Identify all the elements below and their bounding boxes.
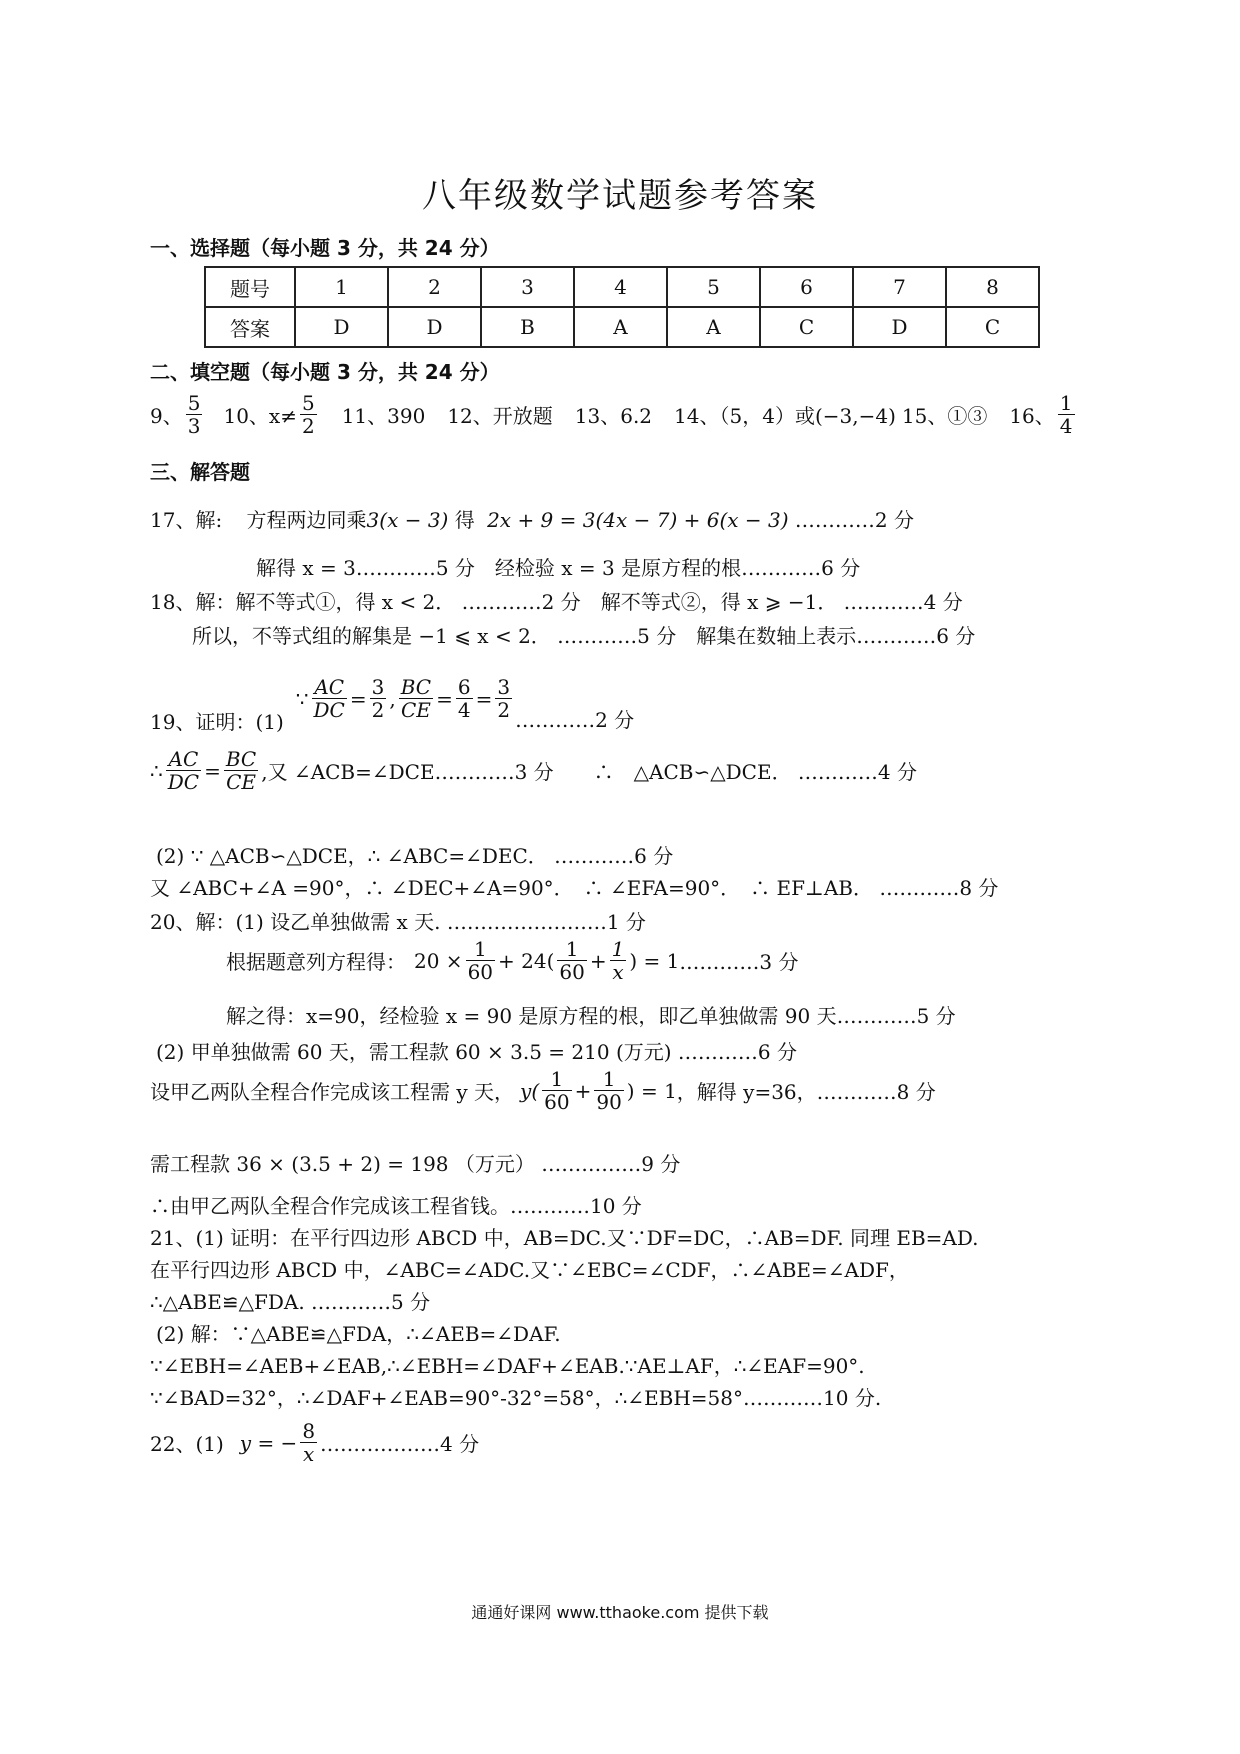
table-cell: B [481,307,574,347]
denominator: 60 [467,960,494,984]
q19-line-3: (2) ∵ △ACB∽△DCE，∴ ∠ABC=∠DEC． …………6 分 [156,844,674,868]
denominator: 3 [187,414,201,438]
numerator: 3 [497,675,511,699]
q20-line-5 [150,1068,936,1113]
q19-points: …………2 分 [515,708,635,732]
fraction [166,748,201,793]
table-cell: D [853,307,946,347]
numerator: 1 [611,937,625,961]
q20-line-4: (2) 甲单独做需 60 天，需工程款 60 × 3.5 = 210 (万元) …………6 分 [156,1040,797,1064]
fraction [466,938,495,983]
numerator: 1 [466,938,495,961]
numerator: 5 [301,391,315,415]
q19-line-2 [150,748,917,793]
q18-line-2: 所以，不等式组的解集是 −1 ⩽ x < 2． …………5 分 解集在数轴上表示…………6 分 [192,624,976,648]
q17-points: …………2 分 [794,508,915,532]
numerator: BC [225,747,257,771]
fill-q14: 14、（5，4）或(−3,−4) [674,404,896,428]
equals: = [475,686,493,711]
equals: = [204,758,221,783]
denominator: 2 [497,698,511,722]
table-cell: C [946,307,1039,347]
q21-line-2: 在平行四边形 ABCD 中，∠ABC=∠ADC.又∵∠EBC=∠CDF，∴∠ABE=∠ADF， [150,1258,909,1282]
q20-text: ，解得 y=36，…………8 分 [676,1080,936,1104]
fill-q12: 12、开放题 [447,404,553,428]
q21-line-5: ∵∠EBH=∠AEB+∠EAB,∴∠EBH=∠DAF+∠EAB.∵AE⊥AF，∴∠EAF=90°. [150,1354,865,1378]
q21-line-1: 21、(1) 证明：在平行四边形 ABCD 中，AB=DC.又∵DF=DC，∴AB=DF. 同理 EB=AD. [150,1226,979,1250]
denominator: DC [167,770,200,794]
fraction [456,676,473,721]
fraction [495,676,512,721]
q20-text: 设甲乙两队全程合作完成该工程需 y 天， [150,1080,515,1104]
numerator: 3 [371,675,385,699]
table-cell: D [388,307,481,347]
table-cell: 6 [760,267,853,307]
denominator: 90 [596,1090,622,1114]
q20-expr: + [574,1078,592,1103]
fill-q16: 16、 [1009,404,1055,428]
page-title: 八年级数学试题参考答案 [422,176,818,216]
table-cell: C [760,307,853,347]
denominator: 4 [457,698,471,722]
fraction [186,392,203,437]
q17-line-1 [150,504,914,533]
table-cell: 1 [295,267,388,307]
numerator: 1 [1059,391,1073,415]
fraction [594,1068,623,1113]
q20-text: 根据题意列方程得： [226,950,406,974]
denominator: x [303,1442,315,1466]
q17-line-2: 解得 x = 3…………5 分 经检验 x = 3 是原方程的根…………6 分 [256,556,861,580]
table-cell: A [667,307,760,347]
denominator: DC [313,698,345,722]
q20-expr: ) = 1 [626,1078,677,1103]
q22-expr: y = − [239,1430,298,1455]
fill-q13: 13、6.2 [574,404,653,428]
q19-because: ∵ [295,686,309,711]
equals: = [436,686,453,711]
numerator: 8 [302,1419,316,1443]
q20-expr: + [589,948,607,973]
q20-expr: + 24( [498,948,555,973]
q17-expr: 3(x − 3) [366,508,449,532]
q21-line-6: ∵∠BAD=32°，∴∠DAF+∠EAB=90°-32°=58°，∴∠EBH=58°…………10 分. [150,1386,882,1410]
q20-expr: 20 × [414,948,463,973]
section-choice-heading: 一、选择题（每小题 3 分，共 24 分） [150,236,500,260]
numerator: 5 [187,391,201,415]
table-cell: 7 [853,267,946,307]
denominator: x [612,960,624,984]
denominator: CE [400,698,431,722]
table-header-cell: 题号 [205,267,295,307]
table-cell: 3 [481,267,574,307]
fraction [542,1068,571,1113]
answer-table [204,266,1040,348]
q17-text: 方程两边同乘 [246,508,367,532]
numerator: 1 [542,1068,571,1091]
q20-line-1: 20、解：(1) 设乙单独做需 x 天. ……………………1 分 [150,910,646,934]
denominator: 4 [1059,414,1073,438]
fill-answers [150,392,1078,437]
fraction [224,748,258,793]
q20-expr: ) = 1 [629,948,680,973]
q20-line-2 [226,938,798,983]
numerator: BC [400,675,432,699]
q20-line-3: 解之得：x=90，经检验 x = 90 是原方程的根，即乙单独做需 90 天…………5 分 [226,1004,956,1028]
denominator: 2 [301,414,315,438]
fraction [399,676,433,721]
q19-text: ,又 ∠ACB=∠DCE…………3 分 ∴ △ACB∽△DCE． …………4 分 [261,760,918,784]
fill-q10: 10、x≠ [223,404,297,428]
page-footer: 通通好课网 www.tthaoke.com 提供下载 [471,1603,769,1622]
q17-label: 17、解: [150,508,223,532]
numerator: 1 [594,1068,623,1091]
fill-q11: 11、390 [341,404,426,428]
denominator: 60 [544,1090,570,1114]
q20-expr: y( [520,1078,540,1103]
q20-line-7: ∴由甲乙两队全程合作完成该工程省钱。…………10 分 [150,1194,642,1218]
section-fill-heading: 二、填空题（每小题 3 分，共 24 分） [150,360,500,384]
table-cell: 4 [574,267,667,307]
table-cell: 5 [667,267,760,307]
q19-line-4: 又 ∠ABC+∠A =90°，∴ ∠DEC+∠A=90°． ∴ ∠EFA=90°． ∴ EF⊥AB． …………8 分 [150,876,999,900]
numerator: AC [166,748,201,771]
q21-line-3: ∴△ABE≌△FDA. …………5 分 [150,1290,431,1314]
table-header-cell: 答案 [205,307,295,347]
comma: , [389,686,396,711]
equals: = [349,686,367,711]
q20-line-6: 需工程款 36 × (3.5 + 2) = 198 （万元） ……………9 分 [150,1152,681,1176]
fraction [610,938,627,983]
table-row [205,267,1039,307]
q22-label: 22、(1) [150,1432,224,1456]
fraction [1058,392,1075,437]
therefore: ∴ [150,758,163,783]
table-row [205,307,1039,347]
q20-points: …………3 分 [679,950,799,974]
table-cell: 8 [946,267,1039,307]
q19-line-1 [150,662,634,735]
fraction [300,392,317,437]
table-cell: 2 [388,267,481,307]
q17-text: 得 [454,508,475,532]
fraction [370,676,387,721]
q18-line-1: 18、解：解不等式①，得 x < 2． …………2 分 解不等式②，得 x ⩾ −1． …………4 分 [150,590,963,614]
denominator: CE [226,770,256,794]
table-cell: A [574,307,667,347]
fill-q15: 15、①③ [901,404,988,428]
numerator: 6 [457,675,471,699]
numerator: 1 [557,938,586,961]
q17-equation: 2x + 9 = 3(4x − 7) + 6(x − 3) [487,508,789,532]
fraction [300,1420,317,1465]
fraction [557,938,586,983]
section-solve-heading: 三、解答题 [150,460,250,484]
table-cell: D [295,307,388,347]
fraction [312,676,347,721]
denominator: 2 [371,698,385,722]
denominator: 60 [559,960,585,984]
fill-q9: 9、 [150,404,183,428]
q21-line-4: (2) 解：∵△ABE≌△FDA，∴∠AEB=∠DAF. [156,1322,561,1346]
q22-line-1 [150,1420,479,1465]
q22-points: ………………4 分 [320,1432,480,1456]
numerator: AC [312,676,347,699]
q19-label: 19、证明：(1) [150,710,284,734]
